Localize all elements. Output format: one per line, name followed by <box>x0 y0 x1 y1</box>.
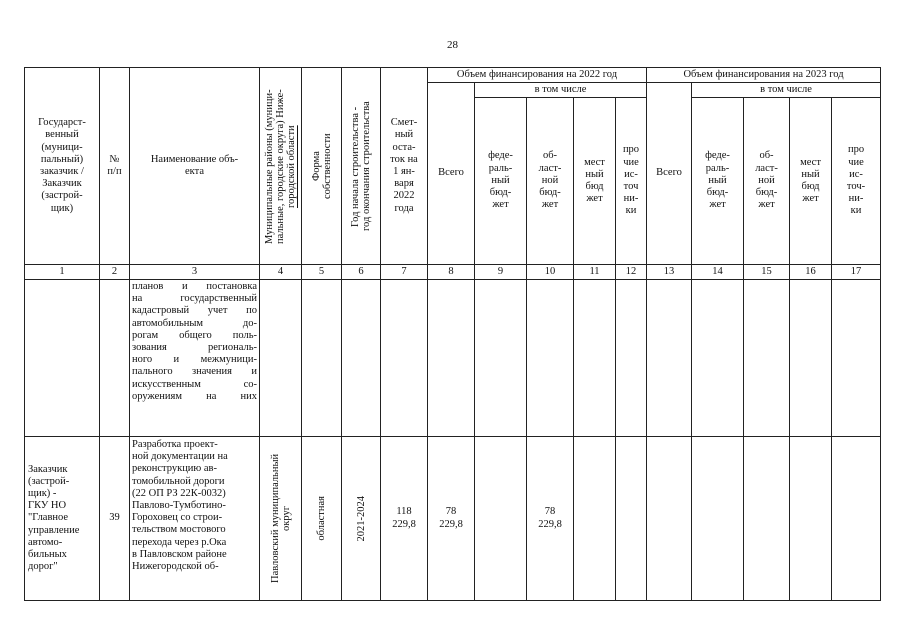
ownership-cell: областная <box>302 437 342 601</box>
years-cell: 2021-2024 <box>342 437 381 601</box>
header-financing-2022: Объем финансирования на 2022 год <box>428 68 647 83</box>
header-ownership: Форма собственности <box>302 68 342 265</box>
column-number: 7 <box>381 265 428 280</box>
local-2022-cell <box>574 437 616 601</box>
federal-2023-cell <box>692 437 744 601</box>
local-2023-cell <box>790 437 832 601</box>
column-number: 10 <box>527 265 574 280</box>
header-row-1 <box>25 68 881 83</box>
column-number: 11 <box>574 265 616 280</box>
row-number-cell: 39 <box>100 437 130 601</box>
header-estimated-balance: Смет- ный оста- ток на 1 ян- варя 2022 года <box>381 68 428 265</box>
table-row <box>25 280 881 437</box>
header-total-2023: Всего <box>647 83 692 265</box>
regional-2023-cell <box>744 437 790 601</box>
column-number: 2 <box>100 265 130 280</box>
column-number: 8 <box>428 265 475 280</box>
other-2022-cell <box>616 437 647 601</box>
column-number: 16 <box>790 265 832 280</box>
header-customer: Государст- венный (муници- пальный) заказчик / Заказчик (застрой- щик) <box>25 68 100 265</box>
column-number: 9 <box>475 265 527 280</box>
column-number: 4 <box>260 265 302 280</box>
column-number: 12 <box>616 265 647 280</box>
district-cell: Павловский муниципальный округ <box>260 437 302 601</box>
customer-cell: Заказчик (застрой- щик) - ГКУ НО "Главное управление автомо- бильных дорог" <box>25 437 100 601</box>
header-districts-underlined: городской области <box>286 124 297 208</box>
column-number: 14 <box>692 265 744 280</box>
column-number-row <box>25 265 881 280</box>
column-number: 3 <box>130 265 260 280</box>
header-local-2022: мест ный бюд жет <box>574 98 616 265</box>
header-federal-2023: феде- раль- ный бюд- жет <box>692 98 744 265</box>
header-other-2023: про чие ис- точ- ни- ки <box>832 98 881 265</box>
header-including-2023: в том числе <box>692 83 881 98</box>
column-number: 17 <box>832 265 881 280</box>
object-name-cell: Разработка проект- ной документации на реконструкцию ав- томобильной дороги (22 ОП РЗ 22К-0032) Павлово-Тумботино- Гороховец со строи- тельством мостового перехода через р.Ока в Павловском районе Нижегородской об- <box>130 437 260 601</box>
column-number: 13 <box>647 265 692 280</box>
total-2022-cell: 78 229,8 <box>428 437 475 601</box>
table-row <box>25 437 881 601</box>
header-num: № п/п <box>100 68 130 265</box>
object-name-cell: планов и постановка на государственный кадастровый учет по автомобильным до- рогам общего поль- зования региональ- ного и межмуници- пального значения и искусственным со- оружениям на них <box>130 280 260 437</box>
header-other-2022: про чие ис- точ ни- ки <box>616 98 647 265</box>
estimated-balance-cell: 118 229,8 <box>381 437 428 601</box>
header-local-2023: мест ный бюд жет <box>790 98 832 265</box>
header-federal-2022: феде- раль- ный бюд- жет <box>475 98 527 265</box>
financing-table <box>24 67 881 601</box>
header-regional-2023: об- ласт- ной бюд- жет <box>744 98 790 265</box>
header-object-name: Наименование объ- екта <box>130 68 260 265</box>
total-2023-cell <box>647 437 692 601</box>
other-2023-cell <box>832 437 881 601</box>
header-districts-main: Муниципальные районы (муници- пальные, городские округа) Ниже- <box>264 88 286 244</box>
column-number: 15 <box>744 265 790 280</box>
column-number: 1 <box>25 265 100 280</box>
federal-2022-cell <box>475 437 527 601</box>
regional-2022-cell: 78 229,8 <box>527 437 574 601</box>
column-number: 5 <box>302 265 342 280</box>
header-financing-2023: Объем финансирования на 2023 год <box>647 68 881 83</box>
header-districts <box>260 68 302 265</box>
header-years: Год начала строительства - год окончания строительства <box>342 68 381 265</box>
header-total-2022: Всего <box>428 83 475 265</box>
header-regional-2022: об- ласт- ной бюд- жет <box>527 98 574 265</box>
column-number: 6 <box>342 265 381 280</box>
header-including-2022: в том числе <box>475 83 647 98</box>
page-number: 28 <box>447 39 458 51</box>
